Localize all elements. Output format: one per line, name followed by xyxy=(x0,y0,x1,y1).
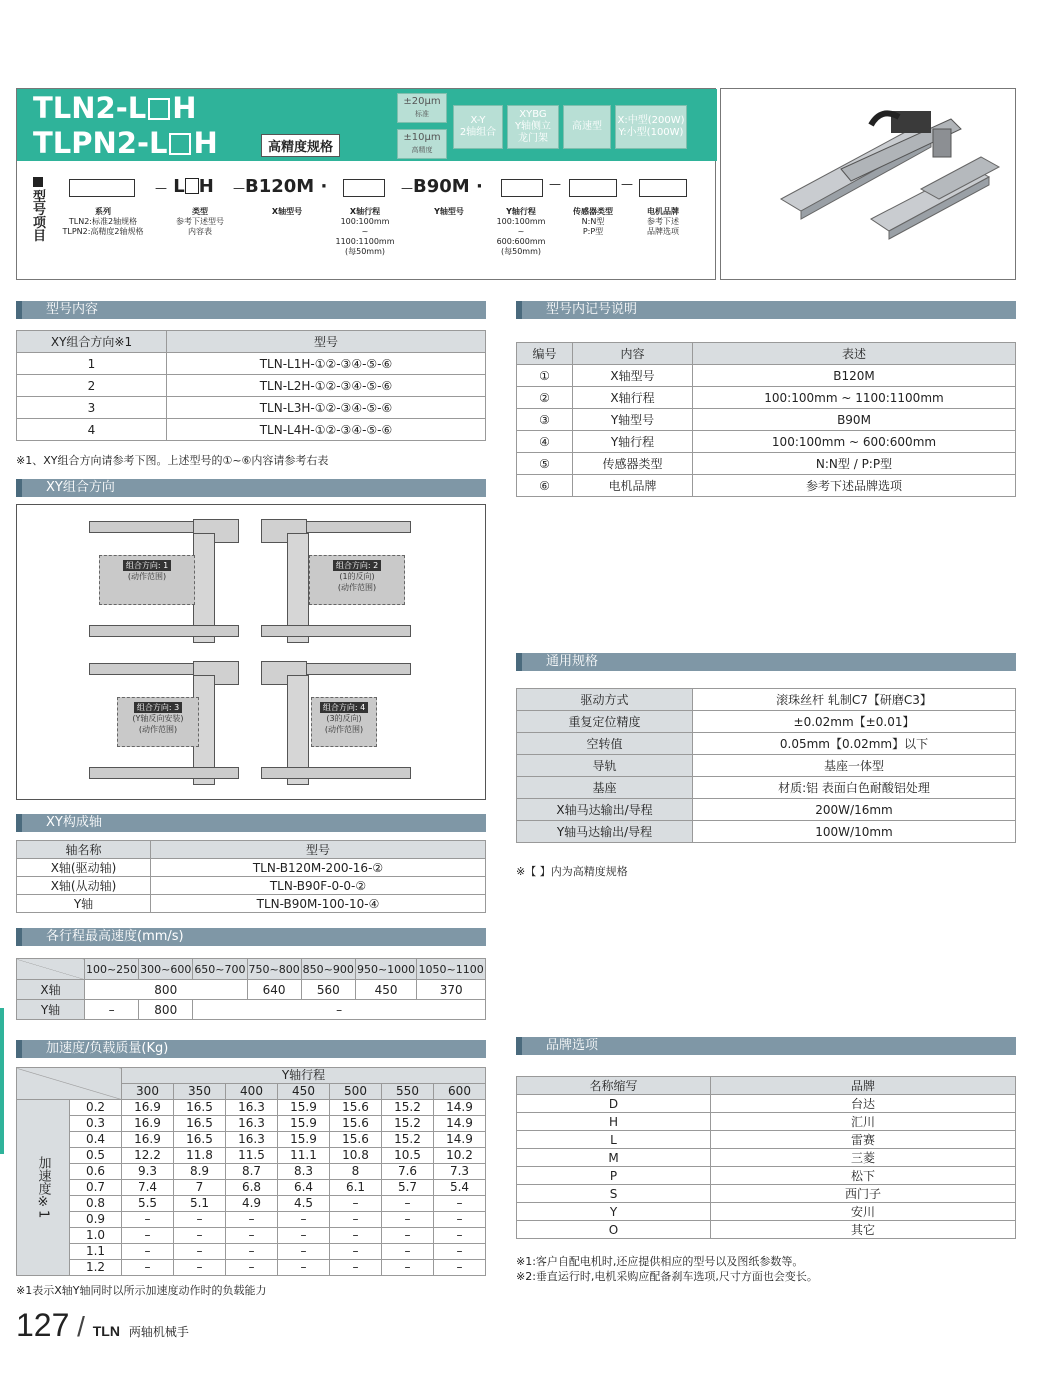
code-type: — L H xyxy=(155,176,214,197)
table-row: 1 TLN-L1H-①②-③④-⑤-⑥ xyxy=(17,353,486,375)
y-stroke-desc: Y轴行程 100:100mm ~ 600:600mm (每50mm) xyxy=(496,207,546,256)
motion-range-2: 组合方向: 2 (1的反向) (动作范围) xyxy=(309,555,405,605)
chip-xy: X-Y 2轴组合 xyxy=(453,105,503,149)
model-header xyxy=(16,88,716,280)
x-rail xyxy=(261,625,411,637)
accel-table: Y轴行程 300 350 400 450 500 550 600 加速度※1 0.2 16.9 16.5 16.3 15.9 15.6 15.2 14.9 0.3 16.9 16.5 16.3 15.9 15.6 15.2 14.9 0.4 16.9 16.5 16.3 15.9 15.6 15.2 14.9 0.5 12.2 11.8 11.5 11.1 10.8 10.5 10.2 0.6 9.3 8.9 8.7 8.3 8 7.6 7.3 0.7 7.4 7 6.8 6.4 6.1 5.7 5.4 0.8 5.5 5.1 4.9 4.5 – – – 0.9 – – – – – – – 1.0 – – – – – – – 1.1 – – – – – – – 1.2 – – – – – – – xyxy=(16,1067,486,1276)
gantry-illustration xyxy=(721,89,1017,281)
title-tlpn2: TLPN2-L H xyxy=(33,126,218,160)
table-row: ④ Y轴行程 100:100mm ~ 600:600mm xyxy=(517,431,1016,453)
code-x-axis: —B120M · xyxy=(233,176,328,197)
motion-range-4: 组合方向: 4 (3的反向) (动作范围) xyxy=(311,697,377,747)
product-photo xyxy=(720,88,1016,280)
accent-bar xyxy=(0,1008,4,1154)
table-row: 基座 材质:铝 表面白色耐酸铝处理 xyxy=(517,777,1016,799)
xy-axis-table xyxy=(16,840,486,913)
section-model-content: 型号内容 xyxy=(16,301,486,319)
x-rail xyxy=(89,767,239,779)
high-precision-badge: 高精度规格 xyxy=(261,134,340,157)
section-brand: 品牌选项 xyxy=(516,1037,1016,1055)
accuracy-chip-standard: ±20μm 标准 xyxy=(397,93,447,123)
motor-box xyxy=(639,179,687,197)
motion-range-1: 组合方向: 1 (动作范围) xyxy=(99,555,195,605)
table-row: S 西门子 xyxy=(517,1185,1016,1203)
table-row: H 汇川 xyxy=(517,1113,1016,1131)
section-general: 通用规格 xyxy=(516,653,1016,671)
code-y-axis: —B90M · xyxy=(401,176,483,197)
table-row: ② X轴行程 100:100mm ~ 1100:1100mm xyxy=(517,387,1016,409)
footer-sub: 两轴机械手 xyxy=(128,1325,189,1339)
general-note: ※【 】内为高精度规格 xyxy=(516,865,628,878)
x-axis-desc: X轴型号 xyxy=(271,207,303,216)
table-row: 1.0 – – – – – – – xyxy=(17,1228,486,1244)
bullet-icon xyxy=(33,177,43,187)
table-row: 2 TLN-L2H-①②-③④-⑤-⑥ xyxy=(17,375,486,397)
col-header: 轴名称 xyxy=(17,841,151,859)
table-row: 4 TLN-L4H-①②-③④-⑤-⑥ xyxy=(17,419,486,441)
table-row: 导轨 基座一体型 xyxy=(517,755,1016,777)
table-row: ① X轴型号 B120M xyxy=(517,365,1016,387)
series-box xyxy=(69,179,135,197)
brand-note-2: ※2:垂直运行时,电机采购应配备刹车选项,尺寸方面也会变长。 xyxy=(516,1270,818,1283)
model-content-table xyxy=(16,330,486,441)
table-row: 空转值 0.05mm【0.02mm】以下 xyxy=(517,733,1016,755)
table-row: 驱动方式 滚珠丝杆 轧制C7【研磨C3】 xyxy=(517,689,1016,711)
table-row: 3 TLN-L3H-①②-③④-⑤-⑥ xyxy=(17,397,486,419)
motion-range-3: 组合方向: 3 (Y轴反向安装) (动作范围) xyxy=(117,697,199,747)
speed-table: 100~250 300~600 650~700 750~800 850~900 950~1000 1050~1100 X轴 800 640 560 450 370 Y轴 – 800 – xyxy=(16,958,486,1020)
col-header: 型号 xyxy=(167,331,486,353)
table-row: L 雷赛 xyxy=(517,1131,1016,1149)
model-item-label: 型号项目 xyxy=(33,190,47,244)
section-speed: 各行程最高速度(mm/s) xyxy=(16,928,486,946)
table-row: 1.2 – – – – – – – xyxy=(17,1260,486,1276)
table-row: 0.4 16.9 16.5 16.3 15.9 15.6 15.2 14.9 xyxy=(17,1132,486,1148)
motor-desc: 电机品牌 参考下述 品牌选项 xyxy=(647,207,679,236)
table-row: Y轴 – 800 – xyxy=(17,1000,486,1020)
title-tln2: TLN2-L H xyxy=(33,91,197,125)
table-row: ⑤ 传感器类型 N:N型 / P:P型 xyxy=(517,453,1016,475)
x-rail xyxy=(89,625,239,637)
section-accel: 加速度/负载质量(Kg) xyxy=(16,1040,486,1058)
y-axis-desc: Y轴型号 xyxy=(434,207,464,216)
table-row: Y轴马达输出/导程 100W/10mm xyxy=(517,821,1016,843)
symbols-table: 编号 内容 表述 ① X轴型号 B120M ② X轴行程 100:100mm ~ 1100:1100mm ③ Y轴型号 B90M ④ Y轴行程 100:100mm ~ 600:600mm ⑤ 传感器类型 N:N型 / P:P型 ⑥ 电机品牌 参考下述品牌选项 xyxy=(516,342,1016,497)
footer-brand: TLN xyxy=(92,1323,120,1339)
table-row: X轴马达输出/导程 200W/16mm xyxy=(517,799,1016,821)
dash: — xyxy=(621,177,633,191)
col-header: XY组合方向※1 xyxy=(17,331,167,353)
page-footer: 127 / TLN 两轴机械手 xyxy=(16,1307,189,1343)
table-row: Y 安川 xyxy=(517,1203,1016,1221)
x-stroke-box xyxy=(343,179,385,197)
col-header: 型号 xyxy=(151,841,486,859)
table-row: 1.1 – – – – – – – xyxy=(17,1244,486,1260)
section-symbols: 型号内记号说明 xyxy=(516,301,1016,319)
accel-note: ※1表示X轴Y轴同时以所示加速度动作时的负载能力 xyxy=(16,1284,267,1297)
accel-side-label: 加速度※1 xyxy=(17,1100,70,1276)
table-row: X轴(驱动轴) TLN-B120M-200-16-② xyxy=(17,859,486,877)
table-row: D 台达 xyxy=(517,1095,1016,1113)
brand-table: 名称缩写 品牌 D 台达 H 汇川 L 雷赛 M 三菱 P 松下 S 西门子 Y 安川 O 其它 xyxy=(516,1076,1016,1239)
table-row: X轴 800 640 560 450 370 xyxy=(17,980,486,1000)
sensor-box xyxy=(569,179,617,197)
table-row: 0.7 7.4 7 6.8 6.4 6.1 5.7 5.4 xyxy=(17,1180,486,1196)
x-stroke-desc: X轴行程 100:100mm ~ 1100:1100mm (每50mm) xyxy=(335,207,395,256)
table-row: 加速度※1 0.2 16.9 16.5 16.3 15.9 15.6 15.2 14.9 xyxy=(17,1100,486,1116)
chip-high-speed: 高速型 xyxy=(563,105,611,149)
accuracy-chip-high: ±10μm 高精度 xyxy=(397,129,447,159)
table-row: 0.6 9.3 8.9 8.7 8.3 8 7.6 7.3 xyxy=(17,1164,486,1180)
page-number: 127 xyxy=(16,1307,70,1343)
table-row: 0.3 16.9 16.5 16.3 15.9 15.6 15.2 14.9 xyxy=(17,1116,486,1132)
brand-note-1: ※1:客户自配电机时,还应提供相应的型号以及图纸参数等。 xyxy=(516,1255,804,1268)
table-row: 重复定位精度 ±0.02mm【±0.01】 xyxy=(517,711,1016,733)
table-row: X轴(从动轴) TLN-B90F-0-0-② xyxy=(17,877,486,895)
general-table xyxy=(516,688,1016,843)
x-rail xyxy=(261,767,411,779)
model-content-note: ※1、XY组合方向请参考下图。上述型号的①~⑥内容请参考右表 xyxy=(16,454,329,467)
chip-motor-size: X:中型(200W) Y:小型(100W) xyxy=(615,105,687,149)
table-row: M 三菱 xyxy=(517,1149,1016,1167)
section-xy-direction: XY组合方向 xyxy=(16,479,486,497)
table-row: Y轴 TLN-B90M-100-10-④ xyxy=(17,895,486,913)
table-row: O 其它 xyxy=(517,1221,1016,1239)
table-row: 0.8 5.5 5.1 4.9 4.5 – – – xyxy=(17,1196,486,1212)
table-row: 0.9 – – – – – – – xyxy=(17,1212,486,1228)
table-row: P 松下 xyxy=(517,1167,1016,1185)
dash: — xyxy=(549,177,561,191)
table-row: 0.5 12.2 11.8 11.5 11.1 10.8 10.5 10.2 xyxy=(17,1148,486,1164)
xy-direction-diagram xyxy=(16,504,486,800)
series-desc: 系列 TLN2:标准2轴规格 TLPN2:高精度2轴规格 xyxy=(62,207,144,236)
table-row: ③ Y轴型号 B90M xyxy=(517,409,1016,431)
y-stroke-box xyxy=(501,179,543,197)
section-xy-axis: XY构成轴 xyxy=(16,814,486,832)
type-desc: 类型 参考下述型号 内容表 xyxy=(176,207,224,236)
sensor-desc: 传感器类型 N:N型 P:P型 xyxy=(573,207,613,236)
chip-xybg: XYBG Y轴侧立 龙门架 xyxy=(507,105,559,149)
table-row: ⑥ 电机品牌 参考下述品牌选项 xyxy=(517,475,1016,497)
